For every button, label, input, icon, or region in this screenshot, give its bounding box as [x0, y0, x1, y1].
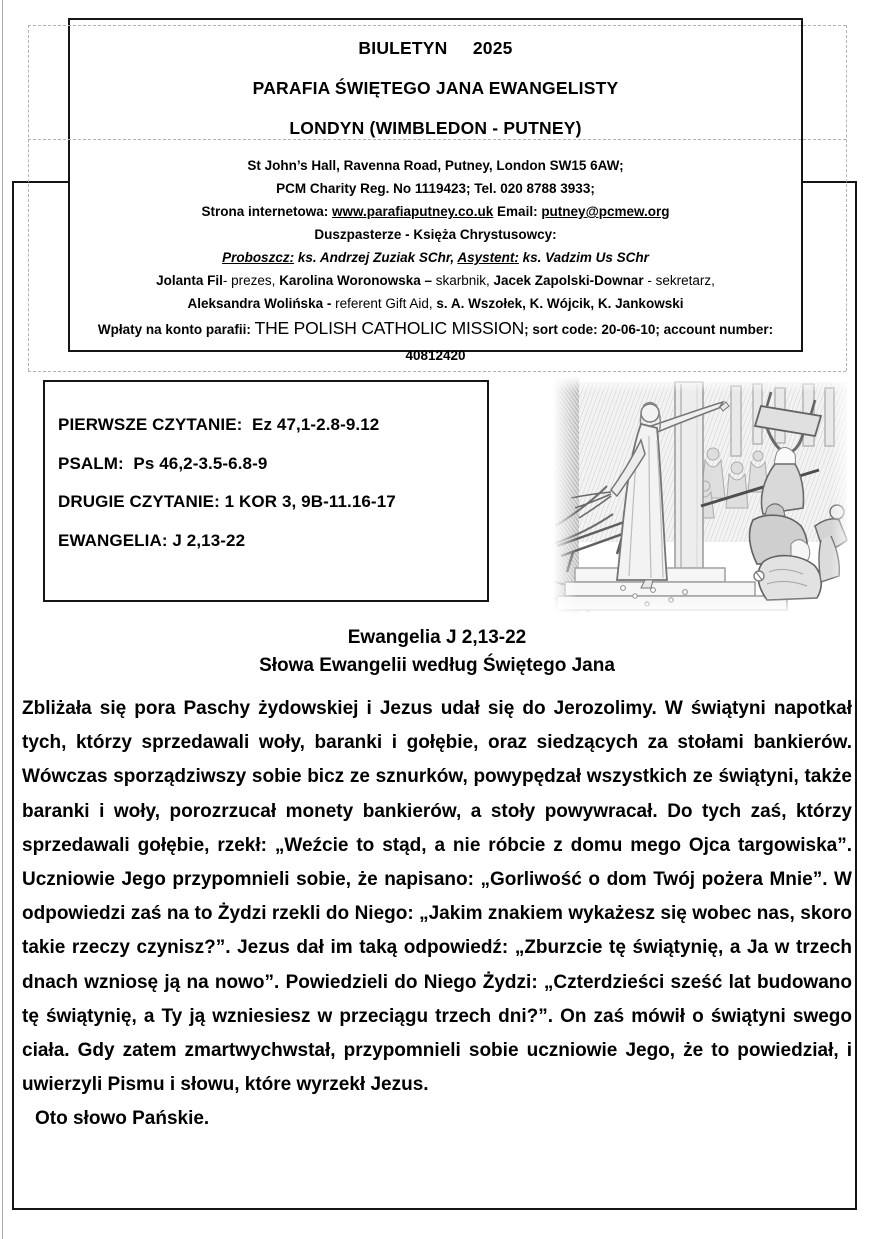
clergy-heading: Duszpasterze - Księża Chrystusowcy: — [314, 227, 557, 242]
first-reading: PIERWSZE CZYTANIE: Ez 47,1-2.8-9.12 — [58, 415, 380, 434]
page-edge-line — [2, 0, 3, 1239]
temple-cleansing-engraving — [553, 376, 855, 614]
assistant-label: Asystent: — [457, 250, 519, 265]
gospel-heading — [14, 624, 860, 680]
council-member: Karolina Woronowska – — [279, 273, 436, 288]
charity-phone-line: PCM Charity Reg. No 1119423; Tel. 020 8788 3933; — [276, 181, 595, 196]
council-member: Jacek Zapolski-Downar — [493, 273, 644, 288]
council-member: Jolanta Fil — [156, 273, 223, 288]
payments-label: Wpłaty na konto parafii: — [97, 322, 255, 337]
second-reading: DRUGIE CZYTANIE: 1 KOR 3, 9B-11.16-17 — [58, 492, 396, 511]
payments-organisation: THE POLISH CATHOLIC MISSION — [254, 318, 525, 338]
payments-details: ; sort code: 20-06-10; account number: 40812420 — [405, 322, 774, 363]
council-line-2 — [70, 292, 801, 315]
masthead-box — [68, 18, 803, 363]
council-line-1 — [70, 269, 801, 292]
gospel-reading: EWANGELIA: J 2,13-22 — [58, 530, 246, 550]
pastor-label: Proboszcz: — [222, 250, 295, 265]
council-role: - sekretarz, — [643, 273, 715, 288]
engraving-svg — [553, 376, 855, 614]
pastor-name: ks. Andrzej Zuziak SChr, — [294, 250, 458, 265]
gospel-subtitle: Słowa Ewangelii według Świętego Jana — [259, 655, 615, 676]
council-role: referent Gift Aid, — [335, 296, 437, 311]
parish-name: PARAFIA ŚWIĘTEGO JANA EWANGELISTY — [252, 78, 619, 98]
psalm-reading: PSALM: Ps 46,2-3.5-6.8-9 — [58, 453, 268, 473]
council-member: Aleksandra Wolińska - — [187, 296, 336, 311]
payments-line — [70, 315, 801, 369]
council-role: skarbnik, — [435, 273, 494, 288]
gospel-closing: Oto słowo Pańskie. — [35, 1108, 210, 1130]
bulletin-title: BIULETYN 2025 — [358, 38, 513, 58]
address-line: St John’s Hall, Ravenna Road, Putney, London SW15 6AW; — [247, 158, 624, 173]
parish-location: LONDYN (WIMBLEDON - PUTNEY) — [289, 118, 582, 138]
email-link[interactable]: putney@pcmew.org — [541, 204, 670, 219]
council-role: - prezes, — [222, 273, 280, 288]
contact-line — [70, 200, 801, 223]
gospel-text — [22, 692, 852, 1137]
readings-box — [43, 380, 489, 602]
council-member: s. A. Wszołek, K. Wójcik, K. Jankowski — [436, 296, 684, 311]
website-link[interactable]: www.parafiaputney.co.uk — [332, 204, 494, 219]
email-label: Email: — [493, 204, 542, 219]
gospel-paragraph: Zbliżała się pora Paschy żydowskiej i Jezus udał się do Jerozolimy. W świątyni napotkał tych, którzy sprzedawali woły, baranki i gołębie, oraz siedzących za stołami bankierów. Wówczas sporządziwszy sobie bicz ze sznurków, powypędzał wszystkich ze świątyni, także baranki i woły, porozrzucał monety bankierów, a stoły powywracał. Do tych zaś, którzy sprzedawali gołębie, rzekł: „Weźcie to stąd, a nie róbcie z domu mego Ojca targowiska”. Uczniowie Jego przypomnieli sobie, że napisano: „Gorliwość o dom Twój pożera Mnie”. W odpowiedzi zaś na to Żydzi rzekli do Niego: „Jakim znakiem wykażesz się wobec nas, skoro takie rzeczy czynisz?”. Jezus dał im taką odpowiedź: „Zburzcie tę świątynię, a Ja w trzech dnach wzniosę ją na nowo”. Powiedzieli do Niego Żydzi: „Czterdzieści sześć lat budowano tę świątynię, a Ty ją wzniesiesz w przeciągu trzech dni?”. On zaś mówił o świątyni swego ciała. Gdy zatem zmartwychwstał, przypomnieli sobie uczniowie Jego, że to powiedział, i uwierzyli Pismu i słowu, które wyrzekł Jezus. — [22, 698, 852, 1096]
clergy-line — [70, 246, 801, 269]
website-label: Strona internetowa: — [201, 204, 332, 219]
gospel-title: Ewangelia J 2,13-22 — [347, 627, 527, 648]
assistant-name: ks. Vadzim Us SChr — [518, 250, 649, 265]
